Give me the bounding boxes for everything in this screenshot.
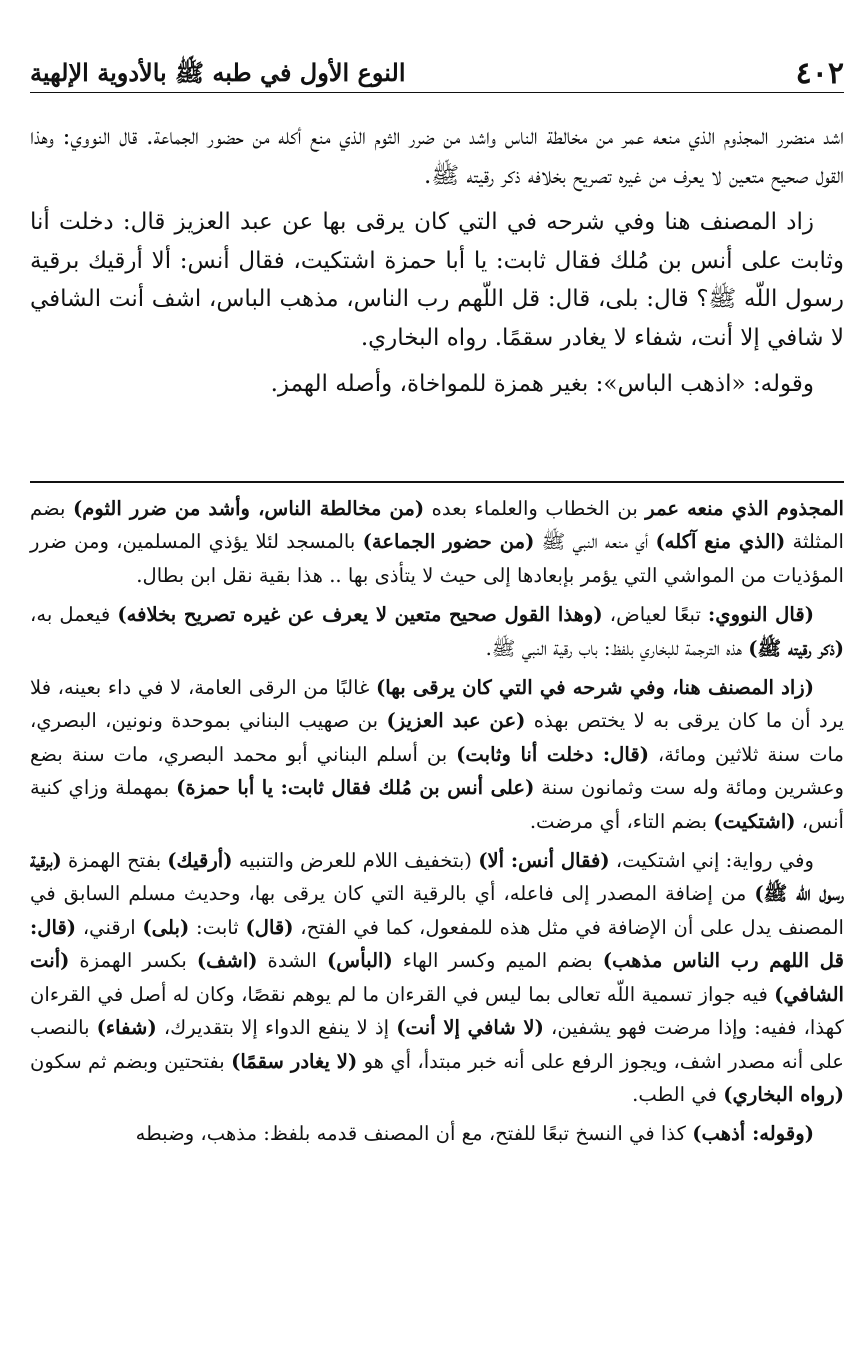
bold-quoted-text: (شفاء) xyxy=(96,1016,157,1040)
commentary-text: (بتخفيف اللام للعرض والتنبيه xyxy=(232,849,479,873)
commentary-text: إذ لا ينفع الدواء إلا بتقديرك، xyxy=(156,1016,397,1040)
bold-quoted-text: (وهذا القول صحيح متعين لا يعرف عن غيره تصريح بخلافه) xyxy=(117,603,603,627)
commentary-text: وفي رواية: إني اشتكيت، xyxy=(609,849,814,873)
bold-quoted-text: (اشف) xyxy=(196,949,258,973)
commentary-separator xyxy=(30,481,844,483)
main-paragraph-1: اشد منضرر المجذوم الذي منعه عمر من مخالطة الناس واشد من ضرر الثوم الذي منع أكله من حضور الجماعة. قال النووي: وهذا القول صحيح متعين لا يعرف من غيره تصريح بخلافه ذكر رقيته ﷺ. xyxy=(30,124,844,189)
bold-quoted-text: (أرقيك) xyxy=(167,849,233,873)
bold-quoted-text: (من مخالطة الناس، وأشد من ضرر الثوم) xyxy=(72,497,425,520)
commentary-text: في الطب. xyxy=(632,1082,724,1106)
commentary-paragraph xyxy=(30,492,844,592)
commentary-text: ارقني، xyxy=(76,915,143,939)
commentary-text: بضم المثلثة xyxy=(30,497,845,554)
bold-quoted-text: (قال) xyxy=(245,915,294,939)
bold-quoted-text: (أنت الشافي) xyxy=(30,949,844,1006)
bold-quoted-text: (لا يغادر سقمًا) xyxy=(231,1049,358,1073)
commentary-text: بن أسلم البناني أبو محمد البصري، مات سنة بضع وعشرين ومائة وله ست وثمانون سنة xyxy=(30,742,844,800)
commentary-paragraph xyxy=(30,844,844,1111)
bold-quoted-text: المجذوم الذي منعه عمر xyxy=(645,497,845,520)
commentary-text: بفتحتين وبضم ثم سكون xyxy=(30,1049,232,1073)
commentary-paragraph xyxy=(30,1117,844,1150)
commentary-text: بضم الميم وكسر الهاء xyxy=(392,949,603,973)
commentary-text: بن الخطاب والعلماء بعده xyxy=(424,497,646,520)
main-paragraph-2: زاد المصنف هنا وفي شرحه في التي كان يرقى بها عن عبد العزيز قال: دخلت أنا وثابت على أنس بن مُلك فقال ثابت: يا أبا حمزة اشتكيت، فقال أنس: ألا أرقيك برقية رسول اللّه ﷺ؟ قال: بلى، قال: قل اللّهم رب الناس، مذهب الباس، اشف أنت الشافي لا شافي إلا أنت، شفاء لا يغادر سقمًا. رواه البخاري. xyxy=(30,209,844,351)
commentary-paragraph xyxy=(30,671,844,838)
running-title: النوع الأول في طبه ﷺ بالأدوية الإلهية xyxy=(30,58,406,87)
commentary xyxy=(30,492,844,1157)
bold-quoted-text: (قال النووي: xyxy=(708,603,814,627)
bold-quoted-text: (برقية رسول اللّه ﷺ) xyxy=(30,849,844,906)
bold-quoted-text: (رواه البخاري) xyxy=(723,1082,844,1106)
bold-quoted-text: (على أنس بن مُلك فقال ثابت: يا أبا حمزة) xyxy=(176,776,535,800)
bold-quoted-text: (زاد المصنف هنا، وفي شرحه في التي كان يرقى بها) xyxy=(376,676,814,700)
commentary-text: أي منعه النبي ﷺ xyxy=(534,530,656,554)
commentary-text: فيه جواز تسمية اللّه تعالى بما ليس في القرءان ما لم يوهم نقصًا، وكان له أصل في القرءان كهذا، ففيه: وإذا مرضت فهو يشفين، xyxy=(30,982,844,1040)
commentary-text: هذه الترجمة للبخاري بلفظ: باب رقية النبي ﷺ. xyxy=(485,636,749,660)
commentary-text: كذا في النسخ تبعًا للفتح، مع أن المصنف قدمه بلفظ: مذهب، وضبطه xyxy=(135,1122,693,1146)
bold-quoted-text: (قال: دخلت أنا وثابت) xyxy=(456,742,649,766)
bold-quoted-text: (اشتكيت) xyxy=(713,809,796,833)
commentary-text: بمهملة وزاي كنية أنس، xyxy=(30,776,844,833)
commentary-text: ثابت: xyxy=(189,915,246,939)
commentary-text: من إضافة المصدر إلى فاعله، أي بالرقية التي كان يرقى بها، وحديث مسلم السابق في المصنف يدل على أن الإضافة في مثل هذه للمفعول، كما في الفتح، xyxy=(30,882,844,939)
commentary-text: بالنصب على أنه مصدر اشف، ويجوز الرفع على أنه خبر مبتدأ، أي هو xyxy=(30,1016,844,1073)
commentary-text: تبعًا لعياض، xyxy=(602,603,708,627)
bold-quoted-text: (فقال أنس: ألا) xyxy=(478,849,610,873)
commentary-text: بالمسجد لئلا يؤذي المسلمين، ومن ضرر المؤذيات من المواشي التي يؤمر بإبعادها إلى حيث لا يتأذى بها .. هذا بقية نقل ابن بطال. xyxy=(30,530,844,587)
bold-quoted-text: (قال: قل اللهم رب الناس مذهب) xyxy=(30,915,844,973)
bold-quoted-text: (من حضور الجماعة) xyxy=(362,530,535,554)
commentary-text: فيعمل به، xyxy=(30,603,118,627)
bold-quoted-text: (وقوله: أذهب) xyxy=(692,1122,814,1146)
commentary-paragraph xyxy=(30,598,844,665)
page-header xyxy=(30,52,844,92)
page-number: ٤٠٢ xyxy=(795,56,844,91)
bold-quoted-text: (عن عبد العزيز) xyxy=(386,709,526,733)
commentary-text: غالبًا من الرقى العامة، لا في داء بعينه، فلا يرد أن ما كان يرقى به لا يختص بهذه xyxy=(30,676,844,733)
commentary-text: بكسر الهمزة xyxy=(69,949,197,973)
bold-quoted-text: (البأس) xyxy=(327,949,393,973)
bold-quoted-text: (لا شافي إلا أنت) xyxy=(396,1016,544,1040)
commentary-text: بن صهيب البناني بموحدة ونونين، البصري، مات سنة ثلاثين ومائة، xyxy=(30,709,844,766)
commentary-text: بفتح الهمزة xyxy=(61,849,168,873)
commentary-text: بضم التاء، أي مرضت. xyxy=(529,809,714,833)
main-text xyxy=(30,118,844,412)
bold-quoted-text: (بلى) xyxy=(142,915,190,939)
bold-quoted-text: (ذكر رقيته ﷺ) xyxy=(748,636,844,660)
header-rule xyxy=(30,92,844,93)
main-paragraph-3: وقوله: «اذهب الباس»: بغير همزة للمواخاة، وأصله الهمز. xyxy=(270,371,814,397)
bold-quoted-text: (الذي منع آكله) xyxy=(655,530,786,554)
commentary-text: الشدة xyxy=(257,949,327,973)
